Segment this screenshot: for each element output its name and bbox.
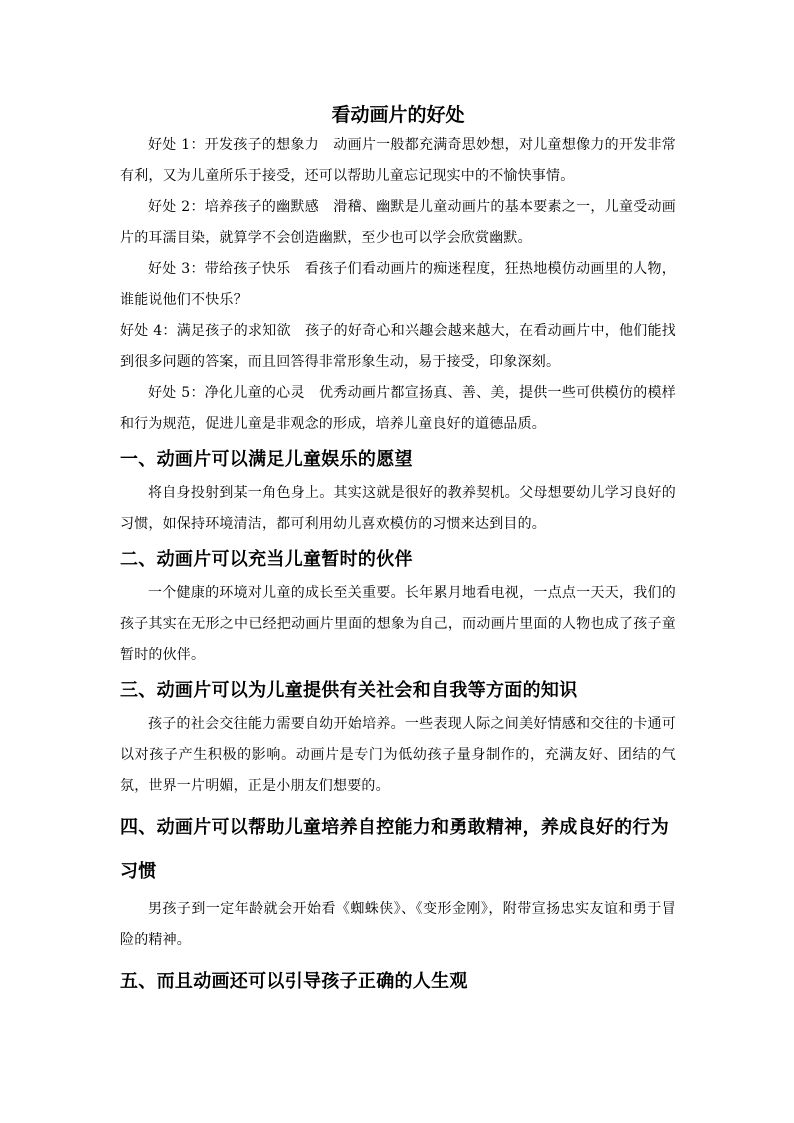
section-heading-2: 二、动画片可以充当儿童暂时的伙伴 (120, 549, 413, 570)
section-body-1: 将自身投射到某一角色身上。其实这就是很好的教养契机。父母想要幼儿学习良好的习惯，如保持环境清洁，都可利用幼儿喜欢模仿的习惯来达到目的。 (120, 485, 676, 532)
section-heading-1: 一、动画片可以满足儿童娱乐的愿望 (120, 449, 413, 470)
section-heading-4: 四、动画片可以帮助儿童培养自控能力和勇敢精神，养成良好的行为习惯 (120, 817, 669, 882)
section-body-3: 孩子的社会交往能力需要自幼开始培养。一些表现人际之间美好情感和交往的卡通可以对孩子产生积极的影响。动画片是专门为低幼孩子量身制作的，充满友好、团结的气氛，世界一片明媚，正是小朋友们想要的。 (120, 716, 676, 794)
benefit-paragraph-1: 好处 1：开发孩子的想象力 动画片一般都充满奇思妙想，对儿童想像力的开发非常有利，又为儿童所乐于接受，还可以帮助儿童忘记现实中的不愉快事情。 (120, 137, 676, 184)
section-body-4: 男孩子到一定年龄就会开始看《蜘蛛侠》、《变形金刚》，附带宣扬忠实友谊和勇于冒险的精神。 (120, 901, 676, 948)
section-body-2: 一个健康的环境对儿童的成长至关重要。长年累月地看电视，一点点一天天，我们的孩子其实在无形之中已经把动画片里面的想象为自己，而动画片里面的人物也成了孩子童暂时的伙伴。 (120, 585, 676, 663)
benefit-paragraph-3: 好处 3：带给孩子快乐 看孩子们看动画片的痴迷程度，狂热地模仿动画里的人物，谁能说他们不快乐？ (120, 261, 676, 308)
benefit-paragraph-2: 好处 2：培养孩子的幽默感 滑稽、幽默是儿童动画片的基本要素之一，儿童受动画片的耳濡目染，就算学不会创造幽默，至少也可以学会欣赏幽默。 (120, 199, 676, 246)
section-heading-5: 五、而且动画还可以引导孩子正确的人生观 (120, 971, 468, 992)
benefit-paragraph-4: 好处 4：满足孩子的求知欲 孩子的好奇心和兴趣会越来越大，在看动画片中，他们能找到很多问题的答案，而且回答得非常形象生动，易于接受，印象深刻。 (120, 323, 676, 370)
document-title: 看动画片的好处 (331, 104, 465, 126)
document-page (120, 100, 676, 1004)
benefit-paragraph-5: 好处 5：净化儿童的心灵 优秀动画片都宣扬真、善、美，提供一些可供模仿的模样和行为规范，促进儿童是非观念的形成，培养儿童良好的道德品质。 (120, 385, 676, 432)
section-heading-3: 三、动画片可以为儿童提供有关社会和自我等方面的知识 (120, 680, 578, 701)
